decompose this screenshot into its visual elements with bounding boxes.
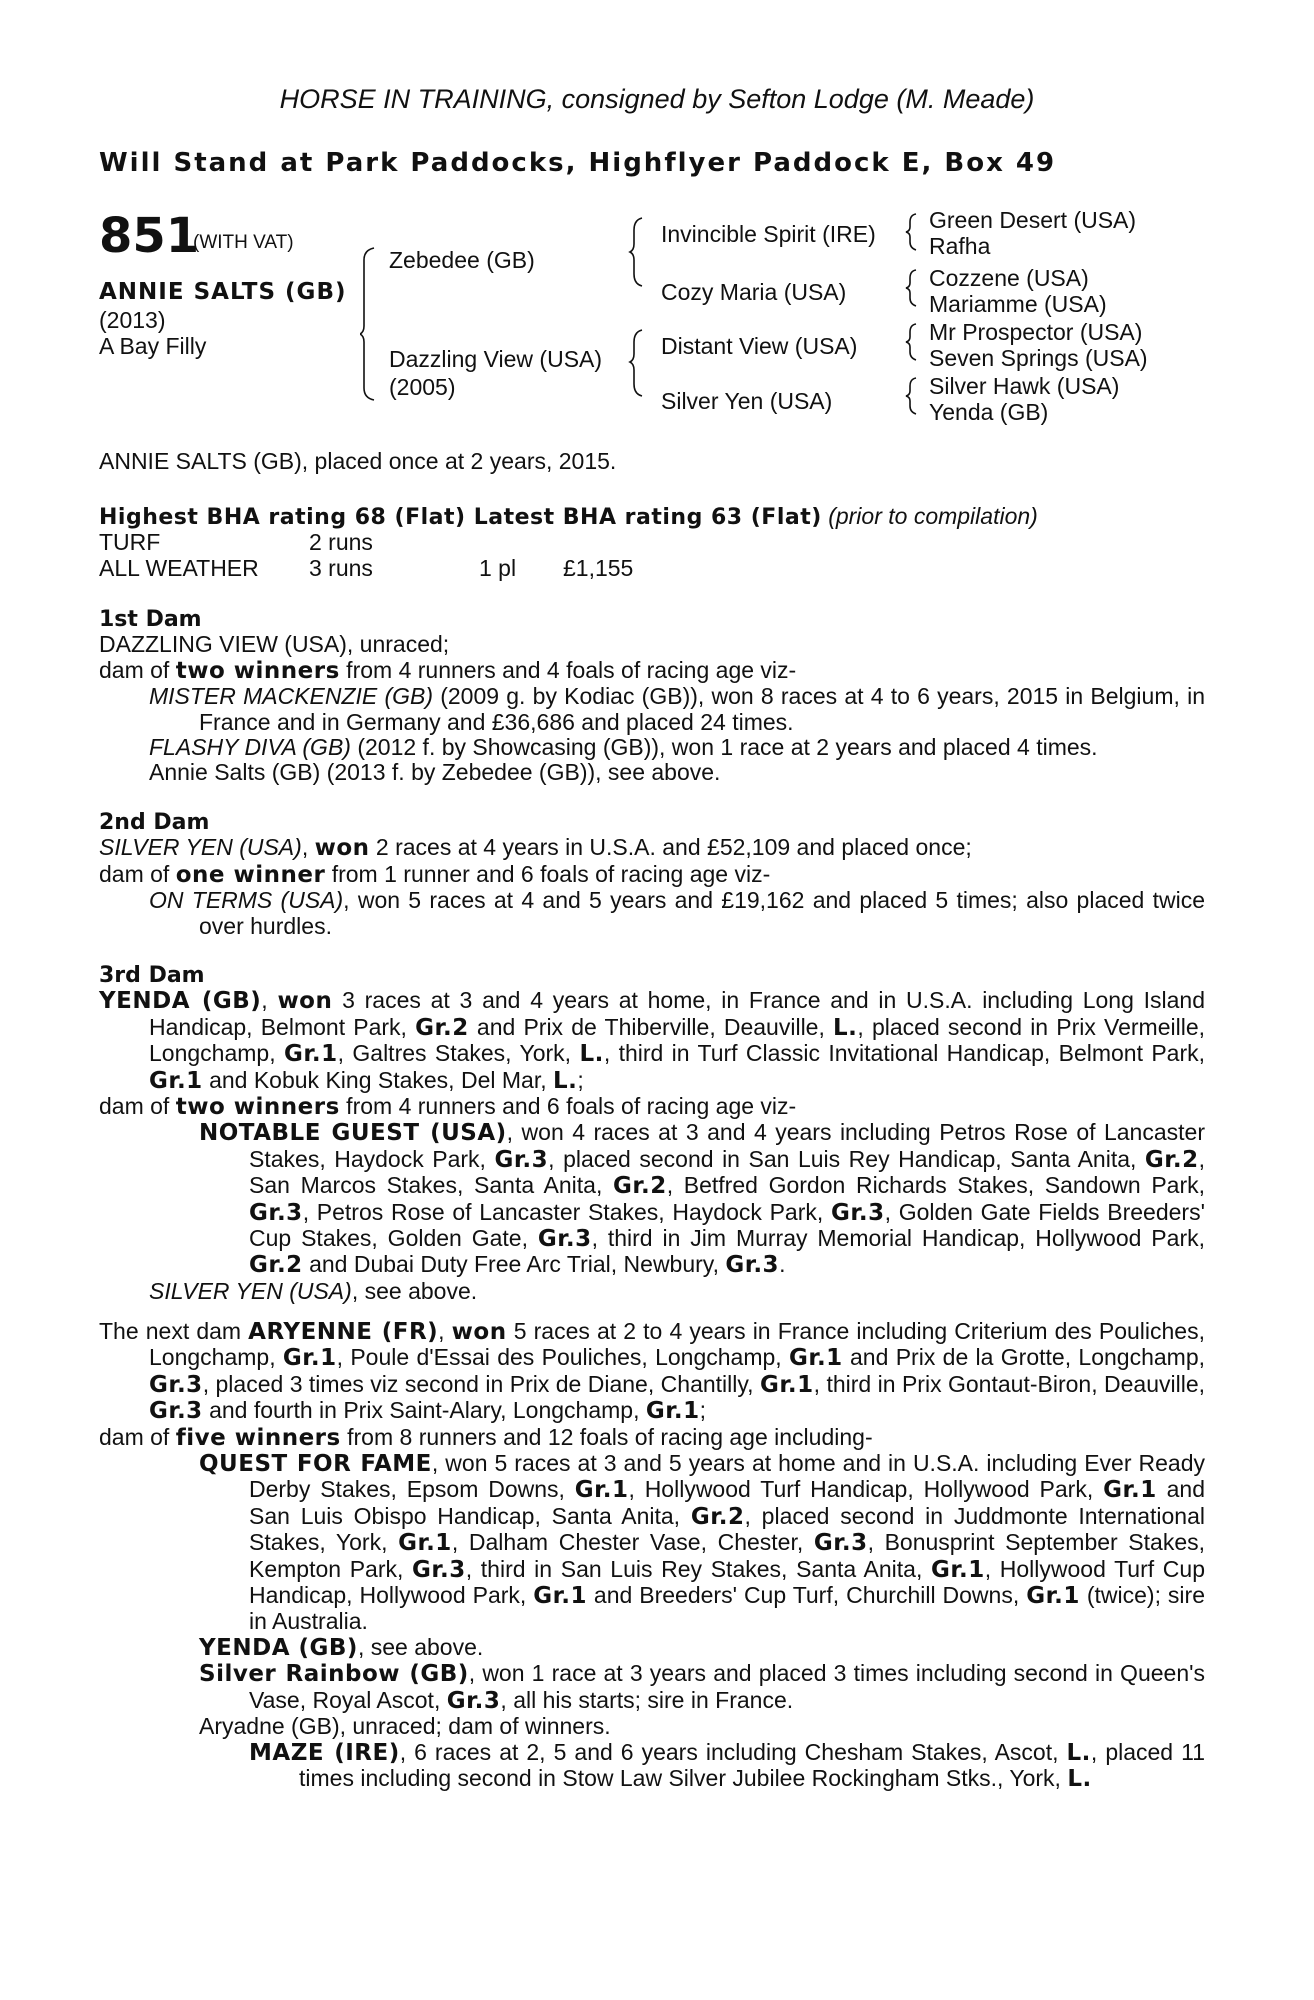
next-dam-section xyxy=(99,1319,1205,1792)
first-dam-foal-2: FLASHY DIVA (GB) (2012 f. by Showcasing (GB)), won 1 race at 2 years and placed 4 times. xyxy=(149,734,1098,761)
first-dam-heading: 1st Dam xyxy=(99,607,202,632)
dam-year: (2005) xyxy=(389,374,456,400)
third-dam-foal-1: NOTABLE GUEST (USA), won 4 races at 3 and 4 years including Petros Rose of Lancaster Stakes, Haydock Park, Gr.3, placed second in San Luis Rey Handicap, Santa Anita, Gr.2, San Marcos Stakes, Santa Anita, Gr.2, Betfred Gordon Richards Stakes, Sandown Park, Gr.3, Petros Rose of Lancaster Stakes, Haydock Park, Gr.3, Golden Gate Fields Breeders' Cup Stakes, Golden Gate, Gr.3, third in Jim Murray Memorial Handicap, Hollywood Park, Gr.2 and Dubai Duty Free Arc Trial, Newbury, Gr.3. xyxy=(199,1119,1205,1279)
next-dam-foal-1: QUEST FOR FAME, won 5 races at 3 and 5 years at home and in U.S.A. including Ever Ready Derby Stakes, Epsom Downs, Gr.1, Hollywood Turf Handicap, Hollywood Park, Gr.1 and San Luis Obispo Handicap, Santa Anita, Gr.2, placed second in Juddmonte International Stakes, York, Gr.1, Dalham Chester Vase, Chester, Gr.3, Bonusprint September Stakes, Kempton Park, Gr.3, third in San Luis Rey Stakes, Santa Anita, Gr.1, Hollywood Turf Cup Handicap, Hollywood Park, Gr.1 and Breeders' Cup Turf, Churchill Downs, Gr.1 (twice); sire in Australia. xyxy=(199,1450,1206,1635)
bracket-g3-1 xyxy=(906,214,916,250)
first-dam-produce: dam of two winners from 4 runners and 4 foals of racing age viz- xyxy=(99,656,797,684)
dam: Dazzling View (USA) xyxy=(389,346,603,372)
bracket-gen1 xyxy=(360,248,374,400)
aw-runs: 3 runs xyxy=(309,555,373,581)
horse-name: ANNIE SALTS (GB) xyxy=(99,279,347,305)
first-dam-foal-1: MISTER MACKENZIE (GB) (2009 g. by Kodiac (GB)), won 8 races at 4 to 6 years, 2015 in Belgium, in France and in Germany and £36,686 and placed 24 times. xyxy=(149,683,1205,735)
aw-surface: ALL WEATHER xyxy=(99,555,259,581)
next-dam-record: The next dam ARYENNE (FR), won 5 races at 2 to 4 years in France including Criterium des Pouliches, Longchamp, Gr.1, Poule d'Essai des Pouliches, Longchamp, Gr.1 and Prix de la Grotte, Longchamp, Gr.3, placed 3 times viz second in Prix de Diane, Chantilly, Gr.1, third in Prix Gontaut-Biron, Deauville, Gr.3 and fourth in Prix Saint-Alary, Longchamp, Gr.1; xyxy=(99,1318,1206,1425)
bracket-g3-4 xyxy=(906,378,916,414)
race-summary: ANNIE SALTS (GB), placed once at 2 years, 2015. xyxy=(99,448,617,474)
gen3-3: Cozzene (USA) xyxy=(929,265,1089,291)
gen3-6: Seven Springs (USA) xyxy=(929,345,1148,371)
second-dam-section xyxy=(99,810,1205,939)
sire: Zebedee (GB) xyxy=(389,247,535,273)
third-dam-heading: 3rd Dam xyxy=(99,963,205,988)
bracket-dam-line xyxy=(630,330,642,396)
catalogue-header: HORSE IN TRAINING, consigned by Sefton Lodge (M. Meade) xyxy=(279,84,1035,114)
lot-number: 851 xyxy=(99,208,200,264)
horse-year: (2013) xyxy=(99,307,166,333)
first-dam-name: DAZZLING VIEW (USA), unraced; xyxy=(99,631,450,658)
grandsire-sire-line: Invincible Spirit (IRE) xyxy=(661,221,876,247)
first-dam-section xyxy=(99,607,1205,786)
horse-description: A Bay Filly xyxy=(99,333,207,359)
third-dam-section xyxy=(99,963,1205,1304)
bracket-g3-3 xyxy=(906,324,916,360)
vat-note: (WITH VAT) xyxy=(193,232,294,253)
grandsire-dam-line: Distant View (USA) xyxy=(661,333,858,359)
first-dam-foal-3: Annie Salts (GB) (2013 f. by Zebedee (GB)), see above. xyxy=(149,759,721,786)
bracket-g3-2 xyxy=(906,270,916,306)
third-dam-foal-2: SILVER YEN (USA), see above. xyxy=(149,1277,478,1304)
second-dam-name: SILVER YEN (USA), won 2 races at 4 years in U.S.A. and £52,109 and placed once; xyxy=(99,834,972,862)
granddam-sire-line: Cozy Maria (USA) xyxy=(661,279,847,305)
next-dam-foal-3: Silver Rainbow (GB), won 1 race at 3 years and placed 3 times including second in Queen's Vase, Royal Ascot, Gr.3, all his starts; sire in France. xyxy=(199,1660,1205,1714)
next-dam-produce: dam of five winners from 8 runners and 12 foals of racing age including- xyxy=(99,1423,873,1451)
stand-location: Will Stand at Park Paddocks, Highflyer Paddock E, Box 49 xyxy=(99,148,1057,178)
gen3-7: Silver Hawk (USA) xyxy=(929,373,1120,399)
granddam-dam-line: Silver Yen (USA) xyxy=(661,388,833,414)
aw-placed: 1 pl xyxy=(479,555,517,581)
rating-note: (prior to compilation) xyxy=(828,503,1038,529)
third-dam-record: YENDA (GB), won 3 races at 3 and 4 years at home, in France and in U.S.A. including Long Island Handicap, Belmont Park, Gr.2 and Prix de Thiberville, Deauville, L., placed second in Prix Vermeille, Longchamp, Gr.1, Galtres Stakes, York, L., third in Turf Classic Invitational Handicap, Belmont Park, Gr.1 and Kobuk King Stakes, Del Mar, L.; xyxy=(99,987,1206,1094)
gen3-5: Mr Prospector (USA) xyxy=(929,319,1143,345)
next-dam-foal-4: Aryadne (GB), unraced; dam of winners. xyxy=(199,1713,611,1740)
third-dam-produce: dam of two winners from 4 runners and 6 foals of racing age viz- xyxy=(99,1093,797,1121)
bha-rating xyxy=(99,504,1205,530)
gen3-4: Mariamme (USA) xyxy=(929,291,1107,317)
gen3-2: Rafha xyxy=(929,233,991,259)
gen3-8: Yenda (GB) xyxy=(929,399,1049,425)
aw-prize: £1,155 xyxy=(563,555,634,581)
rating-text: Highest BHA rating 68 (Flat) Latest BHA rating 63 (Flat) xyxy=(99,505,822,530)
second-dam-heading: 2nd Dam xyxy=(99,810,210,835)
second-dam-foal-1: ON TERMS (USA), won 5 races at 4 and 5 years and £19,162 and placed 5 times; also placed twice over hurdles. xyxy=(149,887,1206,939)
bracket-sire-line xyxy=(630,218,642,286)
next-dam-foal-2: YENDA (GB), see above. xyxy=(199,1633,484,1661)
gen3-1: Green Desert (USA) xyxy=(929,207,1137,233)
turf-surface: TURF xyxy=(99,529,161,555)
turf-runs: 2 runs xyxy=(309,529,373,555)
next-dam-grandfoal-1: MAZE (IRE), 6 races at 2, 5 and 6 years including Chesham Stakes, Ascot, L., placed 11 times including second in Stow Law Silver Jubilee Rockingham Stks., York, L. xyxy=(249,1738,1205,1792)
second-dam-produce: dam of one winner from 1 runner and 6 foals of racing age viz- xyxy=(99,860,771,888)
